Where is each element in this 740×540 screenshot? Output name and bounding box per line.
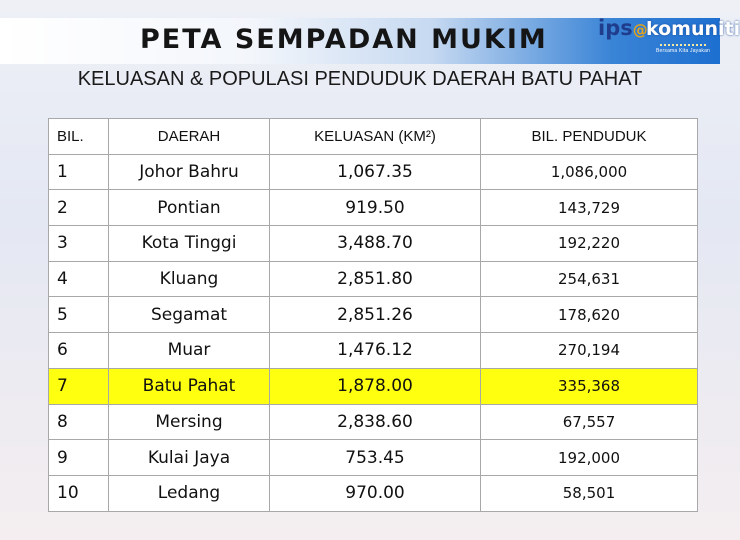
cell-daerah: Muar	[109, 333, 270, 369]
cell-keluasan: 2,838.60	[270, 404, 481, 440]
cell-bil: 10	[49, 475, 109, 511]
cell-bil: 6	[49, 333, 109, 369]
table-row	[49, 261, 698, 297]
cell-bil: 7	[49, 368, 109, 404]
cell-keluasan: 919.50	[270, 190, 481, 226]
table-row	[49, 297, 698, 333]
logo-ips-text: ips@	[598, 16, 648, 40]
cell-keluasan: 2,851.26	[270, 297, 481, 333]
cell-penduduk: 192,000	[481, 440, 698, 476]
header-bil: BIL.	[49, 119, 109, 155]
cell-penduduk: 178,620	[481, 297, 698, 333]
cell-penduduk: 192,220	[481, 226, 698, 262]
cell-daerah: Batu Pahat	[109, 368, 270, 404]
cell-daerah: Segamat	[109, 297, 270, 333]
cell-daerah: Kluang	[109, 261, 270, 297]
table-row-highlighted	[49, 368, 698, 404]
cell-keluasan: 1,067.35	[270, 154, 481, 190]
page-subtitle: KELUASAN & POPULASI PENDUDUK DAERAH BATU PAHAT	[77, 68, 643, 90]
cell-keluasan: 3,488.70	[270, 226, 481, 262]
header-daerah: DAERAH	[109, 119, 270, 155]
cell-daerah: Ledang	[109, 475, 270, 511]
cell-keluasan: 753.45	[270, 440, 481, 476]
cell-daerah: Pontian	[109, 190, 270, 226]
cell-keluasan: 970.00	[270, 475, 481, 511]
table-row	[49, 190, 698, 226]
cell-penduduk: 58,501	[481, 475, 698, 511]
table-row	[49, 154, 698, 190]
cell-penduduk: 1,086,000	[481, 154, 698, 190]
table-row	[49, 333, 698, 369]
cell-daerah: Mersing	[109, 404, 270, 440]
cell-daerah: Johor Bahru	[109, 154, 270, 190]
table-row	[49, 404, 698, 440]
cell-bil: 9	[49, 440, 109, 476]
cell-daerah: Kota Tinggi	[109, 226, 270, 262]
cell-daerah: Kulai Jaya	[109, 440, 270, 476]
cell-bil: 4	[49, 261, 109, 297]
table-row	[49, 440, 698, 476]
cell-bil: 3	[49, 226, 109, 262]
cell-bil: 8	[49, 404, 109, 440]
logo-komuniti-text: komuniti	[646, 18, 740, 40]
header-keluasan: KELUASAN (KM²)	[270, 119, 481, 155]
cell-penduduk: 335,368	[481, 368, 698, 404]
cell-penduduk: 254,631	[481, 261, 698, 297]
table-header-row	[49, 119, 698, 155]
ipskomuniti-logo	[598, 16, 740, 58]
district-table	[48, 118, 698, 512]
cell-keluasan: 1,476.12	[270, 333, 481, 369]
table-row	[49, 226, 698, 262]
cell-bil: 1	[49, 154, 109, 190]
logo-tagline: Bersama Kita Jayakan	[656, 48, 711, 54]
page-title: PETA SEMPADAN MUKIM	[140, 24, 548, 55]
header-penduduk: BIL. PENDUDUK	[481, 119, 698, 155]
cell-keluasan: 2,851.80	[270, 261, 481, 297]
cell-bil: 5	[49, 297, 109, 333]
cell-keluasan: 1,878.00	[270, 368, 481, 404]
cell-penduduk: 270,194	[481, 333, 698, 369]
table-row	[49, 475, 698, 511]
cell-penduduk: 143,729	[481, 190, 698, 226]
cell-bil: 2	[49, 190, 109, 226]
cell-penduduk: 67,557	[481, 404, 698, 440]
